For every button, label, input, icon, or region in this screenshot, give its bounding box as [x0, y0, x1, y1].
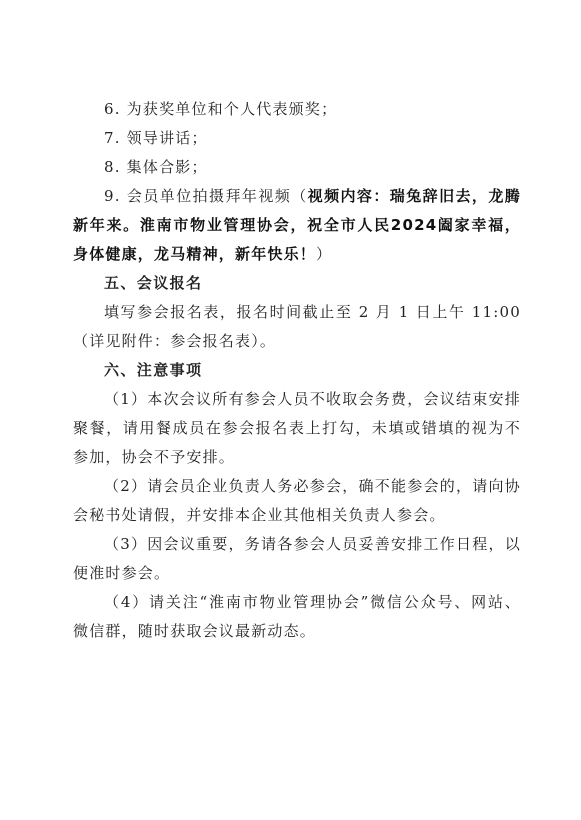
note-2: （2）请会员企业负责人务必参会，确不能参会的，请向协会秘书处请假，并安排本企业其他相关负责人参会。 — [73, 477, 521, 524]
agenda-item-9-prefix: 9. 会员单位拍摄拜年视频（ — [104, 187, 308, 205]
agenda-item-9 — [73, 182, 521, 269]
section-5-heading: 五、会议报名 — [104, 274, 203, 292]
agenda-item-6: 6. 为获奖单位和个人代表颁奖； — [104, 100, 338, 118]
document-body — [73, 95, 521, 646]
section-6-heading: 六、注意事项 — [104, 361, 203, 379]
section-5-body: 填写参会报名表，报名时间截止至 2 月 1 日上午 11:00（详见附件：参会报名表）。 — [73, 303, 521, 350]
note-3: （3）因会议重要，务请各参会人员妥善安排工作日程，以便准时参会。 — [73, 535, 521, 582]
video-content-text: 视频内容：瑞兔辞旧去，龙腾新年来。淮南市物业管理协会，祝全市人民2024阖家幸福，身体健康，龙马精神，新年快乐！ — [73, 187, 521, 263]
agenda-item-7: 7. 领导讲话； — [104, 129, 208, 147]
note-1: （1）本次会议所有参会人员不收取会务费，会议结束安排聚餐，请用餐成员在参会报名表上打勾，未填或错填的视为不参加，协会不予安排。 — [73, 390, 521, 466]
agenda-item-8: 8. 集体合影； — [104, 158, 208, 176]
agenda-item-9-suffix: ） — [316, 245, 333, 263]
note-4: （4）请关注“淮南市物业管理协会”微信公众号、网站、微信群，随时获取会议最新动态。 — [73, 593, 521, 640]
